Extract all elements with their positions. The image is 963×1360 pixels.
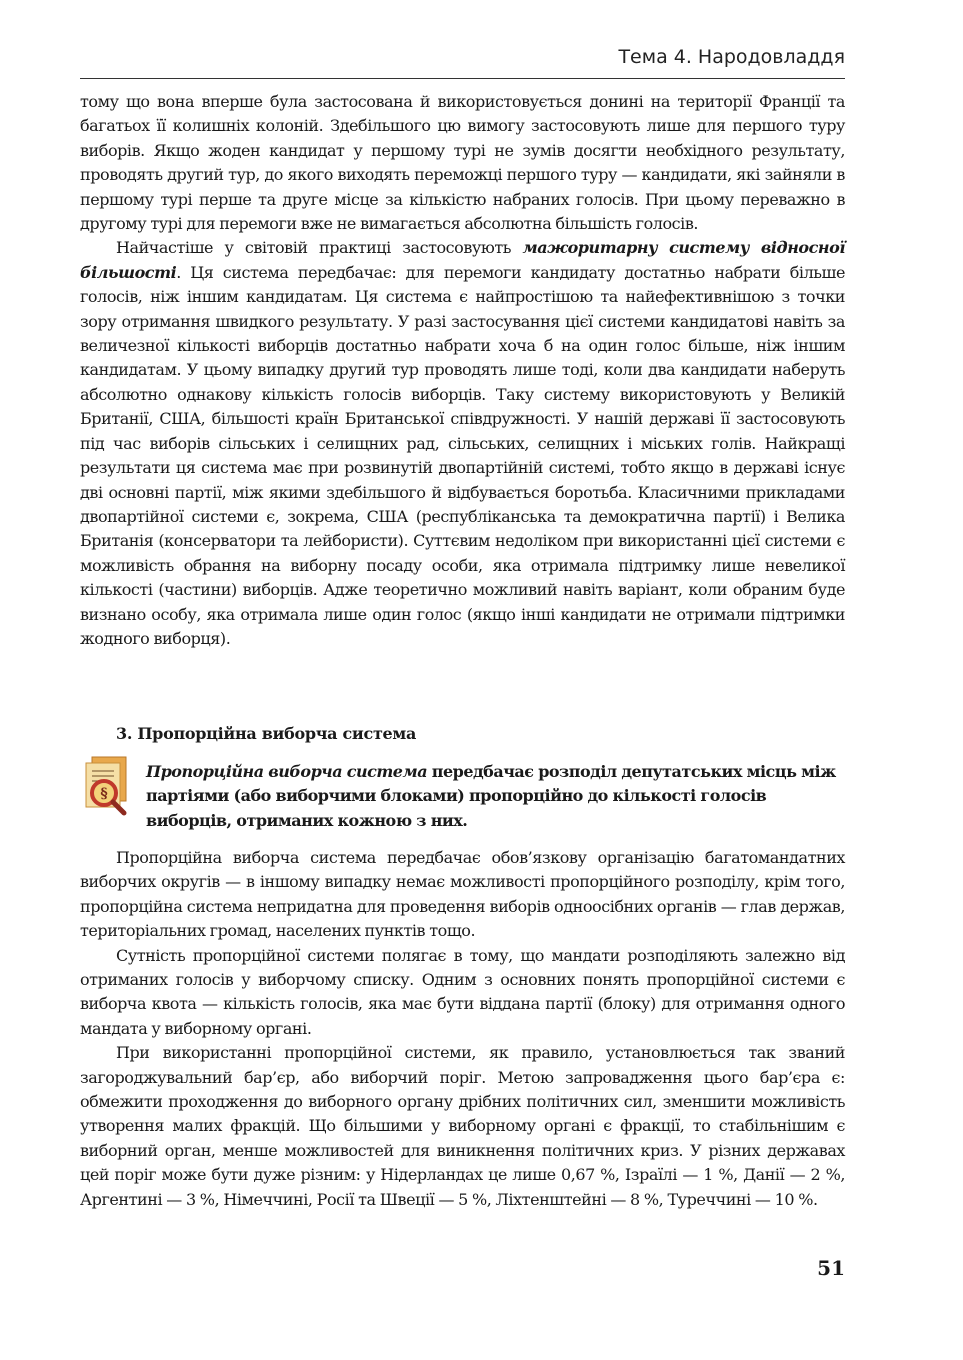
- page-number: 51: [817, 1256, 845, 1280]
- definition-box: [146, 760, 845, 833]
- definition-term: Пропорційна виборча система: [146, 762, 428, 781]
- paragraph-lead: Найчастіше у світовій практиці застосовують: [116, 238, 523, 258]
- law-document-magnifier-icon: [80, 755, 136, 817]
- term-relative-majority: мажоритарну систему відносної більшості: [80, 238, 845, 282]
- paragraph-continuation: . Ця система передбачає: для перемоги кандидату достатньо набрати більше голосів, ніж іншим кандидатам. Ця система є найпростішою та найефективнішою з точки зору отримання швидкого результату. У разі застосування цієї системи кандидатові навіть за величезної кількості виборців достатньо набрати хоча б на один голос більше, ніж іншим кандидатам. У цьому випадку другий тур проводять лише тоді, коли два кандидати наберуть абсолютно однакову кількість голосів виборців. Таку систему використовують у Великій Британії, США, більшості країн Британської співдружності. У нашій державі її застосовують під час виборів сільських і селищних рад, сільських, селищних і міських голів. Найкращі результати ця система має при розвинутій двопартійній системі, тобто якщо в державі існує дві основні партії, між якими здебільшого й відбувається боротьба. Класичними прикладами двопартійної системи є, зокрема, США (республіканська та демократична партії) і Велика Британія (консерватори та лейбористи). Суттєвим недоліком при використанні цієї системи є можливість обрання на виборну посаду особи, яка отримала підтримку лише невеликої кількості (частини) виборців. Адже теоретично можливий навіть варіант, коли обраним буде визнано особу, яка отримала лише один голос (якщо інші кандидати не отримали підтримки жодного виборця).: [80, 262, 845, 648]
- header-divider: [80, 78, 845, 79]
- intro-text: [80, 90, 845, 651]
- paragraph-multi-member-districts: Пропорційна виборча система передбачає обов’язкову організацію багатомандатних виборчих округів — в іншому випадку немає можливості пропорційного розподілу, крім того, пропорційна система непридатна для проведення виборів одноосібних органів — глав держав, територіальних громад, населених пунктів тощо.: [80, 848, 845, 941]
- body-text: [80, 846, 845, 1212]
- running-header: Тема 4. Народовладдя: [618, 46, 845, 68]
- paragraph-electoral-quota: Сутність пропорційної системи полягає в тому, що мандати розподіляють залежно від отриманих голосів у виборчому списку. Одним з основних понять пропорційної системи є виборча квота — кількість голосів, яка має бути віддана партії (блоку) для отримання одного мандата у виборному органі.: [80, 945, 845, 1038]
- section-heading: 3. Пропорційна виборча система: [116, 724, 417, 743]
- paragraph-runoff-system: тому що вона вперше була застосована й використовується донині на території Франції та багатьох її колишніх колоній. Здебільшого цю вимогу застосовують лише для першого туру виборів. Якщо жоден кандидат у першому турі не зумів досягти необхідного результату, проводять другий тур, до якого виходять переможці першого туру — кандидати, які зайняли в першому турі перше та друге місце за кількістю набраних голосів. При цьому переважно в другому турі для перемоги вже не вимагається абсолютна більшість голосів.: [80, 92, 845, 234]
- paragraph-electoral-threshold: При використанні пропорційної системи, як правило, установлюється так званий загороджувальний бар’єр, або виборчий поріг. Метою запровадження цього бар’єра є: обмежити проходження до виборного органу дрібних політичних сил, зменшити можливість утворення малих фракцій. Що більшими у виборному органі є фракції, то стабільнішим є виборний орган, менше можливостей для виникнення політичних криз. У різних державах цей поріг може бути дуже різним: у Нідерландах це лише 0,67 %, Ізраїлі — 1 %, Данії — 2 %, Аргентині — 3 %, Німеччині, Росії та Швеції — 5 %, Ліхтенштейні — 8 %, Туреччині — 10 %.: [80, 1043, 845, 1209]
- paragraph-relative-majority: [80, 236, 845, 651]
- svg-text:§: §: [100, 786, 108, 802]
- definition-text: передбачає розподіл депутатських місць між партіями (або виборчими блоками) пропорційно до кількості голосів виборців, отриманих кожною з них.: [146, 762, 836, 830]
